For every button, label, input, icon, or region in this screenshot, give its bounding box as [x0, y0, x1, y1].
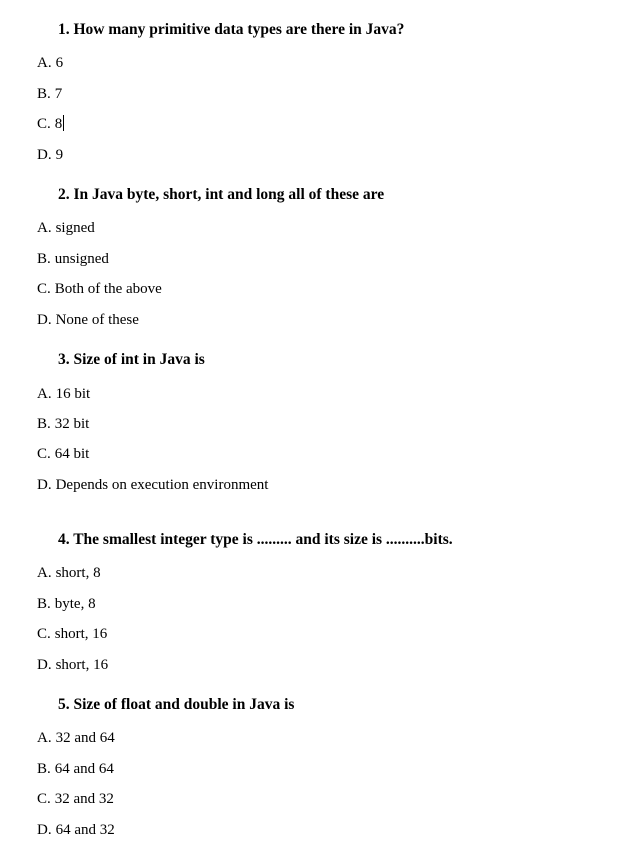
option-text: Both of the above [54, 281, 162, 297]
option-letter: A. [37, 565, 52, 581]
question-3-heading: 3. Size of int in Java is [58, 351, 205, 368]
option-text: 32 and 64 [55, 730, 115, 746]
option-letter: B. [37, 761, 51, 777]
option-text: 32 and 32 [54, 791, 114, 807]
question-3-option-a [37, 385, 90, 403]
option-letter: D. [37, 147, 52, 163]
option-text: 64 and 32 [55, 822, 115, 838]
question-5-option-c [37, 790, 114, 808]
option-letter: C. [37, 446, 51, 462]
option-letter: B. [37, 251, 51, 267]
question-2-heading: 2. In Java byte, short, int and long all of these are [58, 186, 385, 203]
option-letter: C. [37, 626, 51, 642]
option-letter: A. [37, 386, 52, 402]
question-3-option-b [37, 415, 89, 433]
option-text: unsigned [54, 251, 109, 267]
option-text: byte, 8 [54, 596, 96, 612]
option-letter: A. [37, 55, 52, 71]
option-text: 64 and 64 [54, 761, 114, 777]
question-4-option-d [37, 656, 108, 674]
option-letter: A. [37, 730, 52, 746]
question-4-option-b [37, 595, 96, 613]
option-letter: A. [37, 220, 52, 236]
question-2-option-c [37, 280, 162, 298]
option-letter: D. [37, 477, 52, 493]
question-2-option-b [37, 250, 109, 268]
question-3-option-d [37, 476, 268, 494]
option-text: None of these [55, 312, 139, 328]
question-1-heading: 1. How many primitive data types are there in Java? [58, 21, 405, 38]
option-text: 32 bit [54, 416, 90, 432]
option-letter: C. [37, 791, 51, 807]
question-5-heading: 5. Size of float and double in Java is [58, 696, 295, 713]
option-text: signed [55, 220, 95, 236]
option-letter: D. [37, 822, 52, 838]
option-letter: B. [37, 596, 51, 612]
question-5-option-b [37, 760, 114, 778]
question-2-option-a [37, 219, 95, 237]
option-letter: D. [37, 657, 52, 673]
text-cursor [63, 115, 64, 131]
question-5-option-d [37, 821, 115, 839]
question-1-option-a [37, 54, 63, 72]
option-letter: B. [37, 86, 51, 102]
question-4-option-c [37, 625, 107, 643]
question-1-option-b [37, 85, 62, 103]
option-text: 16 bit [55, 386, 91, 402]
question-4-option-a [37, 564, 101, 582]
option-text: short, 16 [55, 657, 109, 673]
option-text: 7 [54, 86, 63, 102]
option-letter: C. [37, 281, 51, 297]
option-text: 8 [54, 116, 63, 132]
option-text: Depends on execution environment [55, 477, 269, 493]
question-1-option-c [37, 115, 64, 133]
question-4-heading: 4. The smallest integer type is ......... and its size is ..........bits. [58, 531, 453, 548]
option-text: 64 bit [54, 446, 90, 462]
question-1-option-d [37, 146, 63, 164]
question-3-option-c [37, 445, 89, 463]
option-letter: C. [37, 116, 51, 132]
option-letter: D. [37, 312, 52, 328]
option-letter: B. [37, 416, 51, 432]
option-text: short, 8 [55, 565, 101, 581]
question-5-option-a [37, 729, 115, 747]
option-text: 6 [55, 55, 64, 71]
question-2-option-d [37, 311, 139, 329]
option-text: 9 [55, 147, 64, 163]
option-text: short, 16 [54, 626, 108, 642]
